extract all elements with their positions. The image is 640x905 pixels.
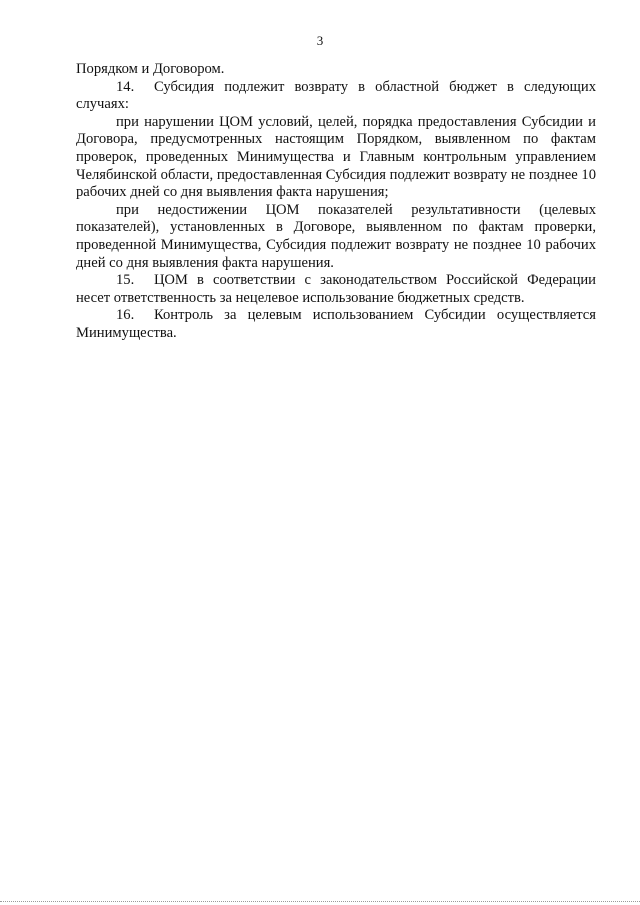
clause-14-case-violation: [76, 114, 596, 202]
paragraph-continuation: [76, 61, 596, 79]
clause-number: 15.: [116, 272, 135, 289]
paragraph-text: Порядком и Договором.: [76, 61, 225, 77]
document-body: [76, 61, 596, 343]
clause-15: [76, 272, 596, 307]
paragraph-text: Субсидия подлежит возврату в областной бюджет в следующих случаях:: [76, 78, 596, 113]
paragraph-text: ЦОМ в соответствии с законодательством Российской Федерации несет ответственность за нецелевое использование бюджетных средств.: [76, 272, 596, 306]
paragraph-text: при нарушении ЦОМ условий, целей, порядка предоставления Субсидии и Договора, предусмотренных настоящим Порядком, выявленном по фактам проверок, проведенных Минимущества и Главным контрольным управлением Челябинской области, предоставленная Субсидия подлежит возврату не позднее 10 рабочих дней со дня выявления факта нарушения;: [76, 113, 596, 201]
page-number: 3: [316, 33, 324, 48]
clause-number: 14.: [116, 78, 135, 95]
clause-number: 16.: [116, 307, 135, 324]
scan-edge-line: [0, 901, 640, 902]
clause-14-case-underperformance: [76, 202, 596, 272]
clause-14: [76, 79, 596, 114]
paragraph-text: Контроль за целевым использованием Субсидии осуществляется Минимущества.: [76, 307, 596, 341]
paragraph-text: при недостижении ЦОМ показателей результативности (целевых показателей), установленных в Договоре, выявленном по фактам проверки, проведенной Минимущества, Субсидия подлежит возврату не позднее 10 рабочих дней со дня выявления факта нарушения.: [76, 201, 596, 271]
clause-16: [76, 307, 596, 342]
